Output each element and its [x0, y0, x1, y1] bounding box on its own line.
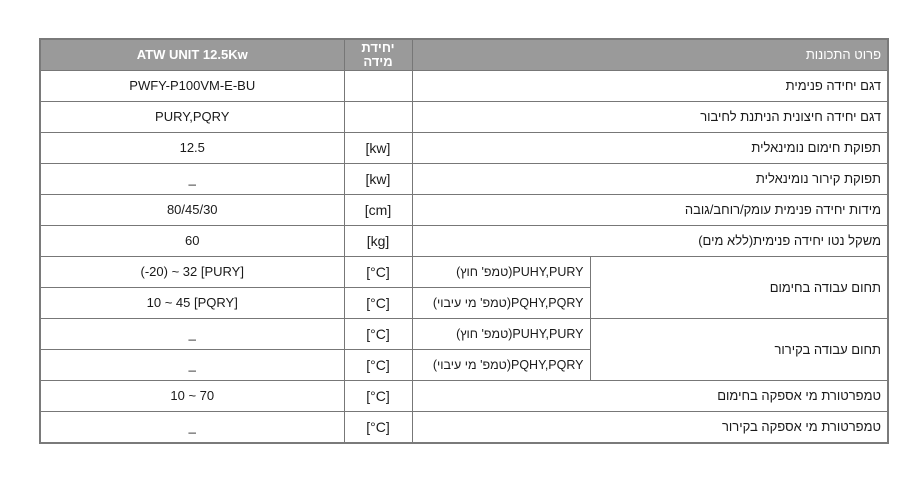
- value-cell: 10 ~ 45 [PQRY]: [40, 288, 344, 319]
- unit-cell: [°C]: [344, 288, 412, 319]
- feature-cell: טמפרטורת מי אספקה בקירור: [412, 412, 888, 444]
- unit-cell: [kg]: [344, 226, 412, 257]
- feature-cell: תפוקת חימום נומינאלית: [412, 133, 888, 164]
- value-cell: 12.5: [40, 133, 344, 164]
- sub-condition-cell: PQHY,PQRY(טמפ' מי עיבוי): [412, 350, 590, 381]
- value-cell: 60: [40, 226, 344, 257]
- unit-cell: [344, 71, 412, 102]
- value-cell: (-20) ~ 32 [PURY]: [40, 257, 344, 288]
- table-row: [40, 257, 888, 288]
- table-row: [40, 133, 888, 164]
- unit-cell: [cm]: [344, 195, 412, 226]
- feature-cell: דגם יחידה פנימית: [412, 71, 888, 102]
- value-cell: _: [40, 350, 344, 381]
- table-row: [40, 195, 888, 226]
- heating-range-label: תחום עבודה בחימום: [590, 257, 888, 319]
- table-row: [40, 319, 888, 350]
- sub-condition-cell: PQHY,PQRY(טמפ' מי עיבוי): [412, 288, 590, 319]
- unit-cell: [°C]: [344, 350, 412, 381]
- feature-cell: תפוקת קירור נומינאלית: [412, 164, 888, 195]
- table-row: [40, 71, 888, 102]
- unit-cell: [°C]: [344, 257, 412, 288]
- spec-table: [39, 38, 889, 444]
- unit-cell: [kw]: [344, 133, 412, 164]
- header-value: ATW UNIT 12.5Kw: [40, 39, 344, 71]
- unit-cell: [°C]: [344, 319, 412, 350]
- value-cell: 10 ~ 70: [40, 381, 344, 412]
- table-header-row: [40, 39, 888, 71]
- unit-cell: [°C]: [344, 412, 412, 444]
- sub-condition-cell: PUHY,PURY(טמפ' חוץ): [412, 319, 590, 350]
- value-cell: PWFY-P100VM-E-BU: [40, 71, 344, 102]
- table-row: [40, 226, 888, 257]
- header-unit: יחידת מידה: [344, 39, 412, 71]
- cooling-range-label: תחום עבודה בקירור: [590, 319, 888, 381]
- table-row: [40, 102, 888, 133]
- table-row: [40, 412, 888, 444]
- table-row: [40, 164, 888, 195]
- feature-cell: משקל נטו יחידה פנימית(ללא מים): [412, 226, 888, 257]
- feature-cell: טמפרטורת מי אספקה בחימום: [412, 381, 888, 412]
- sub-condition-cell: PUHY,PURY(טמפ' חוץ): [412, 257, 590, 288]
- value-cell: 80/45/30: [40, 195, 344, 226]
- unit-cell: [kw]: [344, 164, 412, 195]
- feature-cell: דגם יחידה חיצונית הניתנת לחיבור: [412, 102, 888, 133]
- feature-cell: מידות יחידה פנימית עומק/רוחב/גובה: [412, 195, 888, 226]
- value-cell: PURY,PQRY: [40, 102, 344, 133]
- value-cell: _: [40, 412, 344, 444]
- header-feature: פרוט התכונות: [412, 39, 888, 71]
- value-cell: _: [40, 164, 344, 195]
- table-row: [40, 381, 888, 412]
- value-cell: _: [40, 319, 344, 350]
- unit-cell: [344, 102, 412, 133]
- unit-cell: [°C]: [344, 381, 412, 412]
